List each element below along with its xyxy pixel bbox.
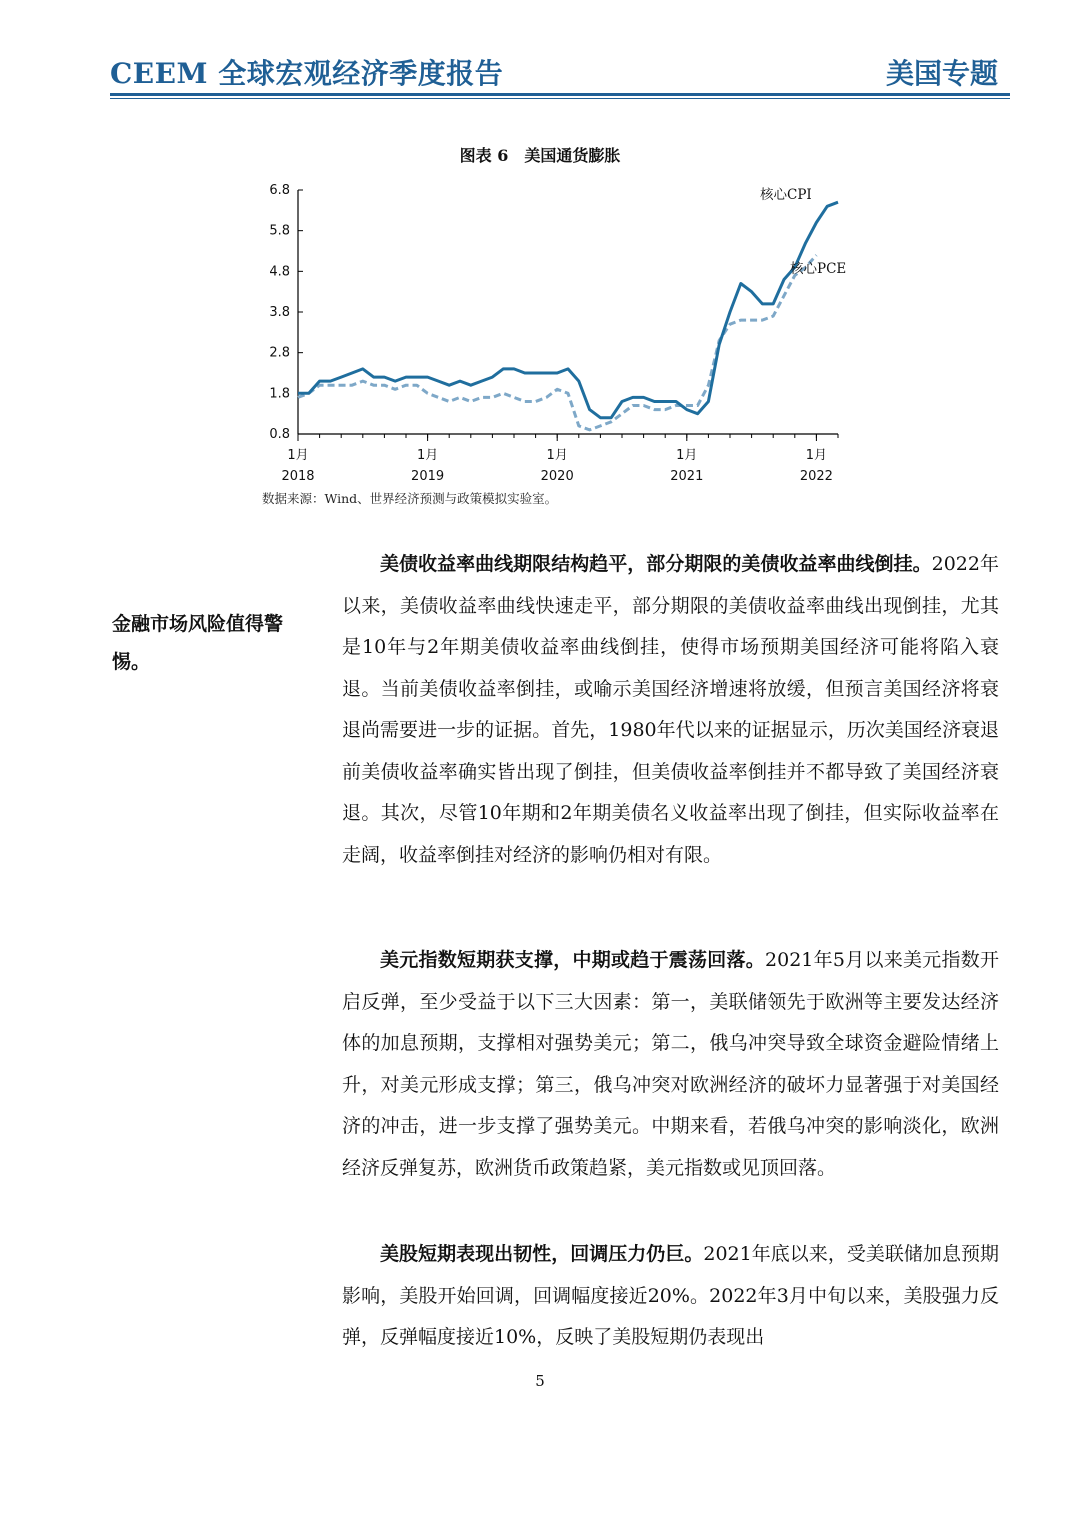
series-layer bbox=[298, 202, 838, 430]
y-axis bbox=[269, 183, 303, 442]
paragraph-2-lead: 美元指数短期获支撑，中期或趋于震荡回落。 bbox=[380, 949, 766, 971]
paragraph-1-lead: 美债收益率曲线期限结构趋平，部分期限的美债收益率曲线倒挂。 bbox=[380, 553, 932, 575]
report-title: CEEM 全球宏观经济季度报告 bbox=[110, 57, 504, 90]
x-tick-month: 1月 bbox=[287, 448, 309, 463]
y-tick-label: 5.8 bbox=[269, 223, 290, 239]
x-tick-month: 1月 bbox=[805, 448, 828, 463]
page-number: 5 bbox=[535, 1372, 545, 1390]
paragraph-3 bbox=[342, 1234, 999, 1359]
x-tick-month: 1月 bbox=[676, 448, 698, 463]
x-tick-month: 1月 bbox=[546, 448, 568, 463]
y-tick-label: 6.8 bbox=[269, 183, 290, 198]
core-pce-label: 核心PCE bbox=[790, 261, 847, 277]
paragraph-3-text: 2021年底以来，受美联储加息预期影响，美股开始回调，回调幅度接近20%。2022年3月中旬以来，美股强力反弹，反弹幅度接近10%，反映了美股短期仍表现出 bbox=[342, 1243, 999, 1348]
x-tick-month: 1月 bbox=[416, 448, 439, 463]
y-tick-label: 0.8 bbox=[269, 427, 290, 442]
x-tick-year: 2018 bbox=[281, 469, 315, 484]
y-tick-label: 1.8 bbox=[269, 386, 290, 402]
paragraph-2-text: 2021年5月以来美元指数开启反弹，至少受益于以下三大因素：第一，美联储领先于欧洲等主要发达经济体的加息预期，支撑相对强势美元；第二，俄乌冲突导致全球资金避险情绪上升，对美元形成支撑；第三，俄乌冲突对欧洲经济的破坏力显著强于对美国经济的冲击，进一步支撑了强势美元。中期来看，若俄乌冲突的影响淡化，欧洲经济反弹复苏，欧洲货币政策趋紧，美元指数或见顶回落。 bbox=[342, 949, 999, 1179]
paragraph-1 bbox=[342, 544, 999, 876]
side-note: 金融市场风险值得警惕。 bbox=[112, 613, 284, 673]
core-cpi-line bbox=[298, 202, 838, 418]
paragraph-1-text: 2022年以来，美债收益率曲线快速走平，部分期限的美债收益率曲线出现倒挂，尤其是10年与2年期美债收益率曲线倒挂，使得市场预期美国经济可能将陷入衰退。当前美债收益率倒挂，或喻示美国经济增速将放缓，但预言美国经济将衰退尚需要进一步的证据。首先，1980年代以来的证据显示，历次美国经济衰退前美债收益率确实皆出现了倒挂，但美债收益率倒挂并不都导致了美国经济衰退。其次，尽管10年期和2年期美债名义收益率出现了倒挂，但实际收益率在走阔，收益率倒挂对经济的影响仍相对有限。 bbox=[342, 553, 999, 866]
y-tick-label: 3.8 bbox=[269, 305, 290, 320]
x-tick-year: 2019 bbox=[411, 469, 445, 484]
section-title: 美国专题 bbox=[885, 57, 998, 90]
x-tick-year: 2021 bbox=[670, 469, 704, 484]
figure-source: 数据来源：Wind、世界经济预测与政策模拟实验室。 bbox=[262, 491, 558, 506]
paragraph-2 bbox=[342, 940, 999, 1189]
header-rule-thin bbox=[110, 98, 1010, 99]
y-tick-label: 4.8 bbox=[269, 264, 290, 280]
series-labels bbox=[760, 186, 846, 277]
paragraph-3-lead: 美股短期表现出韧性，回调压力仍巨。 bbox=[380, 1243, 704, 1265]
x-tick-year: 2022 bbox=[799, 469, 833, 484]
inflation-line-chart bbox=[250, 175, 870, 487]
x-axis bbox=[281, 434, 838, 484]
header-rule bbox=[110, 93, 1010, 96]
y-tick-label: 2.8 bbox=[269, 345, 290, 361]
core-pce-line bbox=[298, 255, 816, 430]
x-tick-year: 2020 bbox=[540, 469, 574, 484]
core-cpi-label: 核心CPI bbox=[760, 187, 812, 203]
figure-title: 图表 6 美国通货膨胀 bbox=[459, 146, 621, 165]
